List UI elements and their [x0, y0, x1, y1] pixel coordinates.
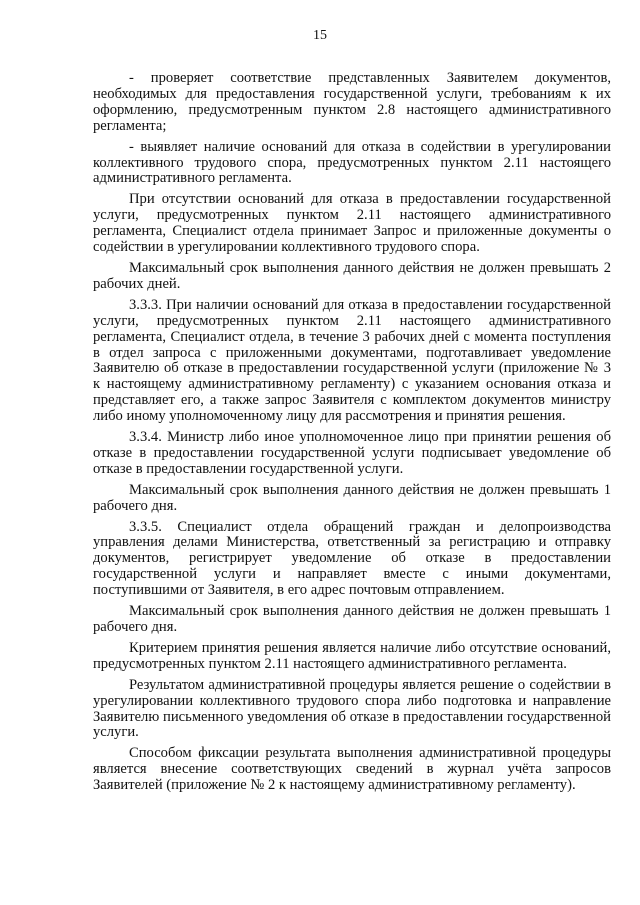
paragraph: 3.3.3. При наличии оснований для отказа в предоставлении государственной услуги, предусмотренных пунктом 2.11 настоящего административного регламента, Специалист отдела, в течение 3 рабочих дней с момента поступления в отдел запроса с приложенными документами, подготавливает уведомление Заявителю об отказе в предоставлении государственной услуги (приложение № 3 к настоящему административному регламенту) с указанием основания отказа и представляет его, а также запрос Заявителя с комплектом документов министру либо иному уполномоченному лицу для рассмотрения и принятия решения. — [93, 296, 611, 425]
paragraph: Максимальный срок выполнения данного действия не должен превышать 1 рабочего дня. — [93, 481, 611, 514]
paragraph: Максимальный срок выполнения данного действия не должен превышать 1 рабочего дня. — [93, 603, 611, 635]
paragraph: Способом фиксации результата выполнения административной процедуры является внесение соответствующих сведений в журнал учёта запросов Заявителей (приложение № 2 к настоящему административному регламенту). — [93, 745, 611, 794]
paragraph: При отсутствии оснований для отказа в предоставлении государственной услуги, предусмотренных пунктом 2.11 настоящего административного регламента, Специалист отдела принимает Запрос и приложенные документы о содействии в урегулировании коллективного трудового спора. — [93, 191, 611, 256]
paragraph: - проверяет соответствие представленных Заявителем документов, необходимых для предоставления государственной услуги, требованиям к их оформлению, предусмотренным пунктом 2.8 настоящего административного регламента; — [93, 70, 611, 134]
paragraph: - выявляет наличие оснований для отказа в содействии в урегулировании коллективного трудового спора, предусмотренных пунктом 2.11 настоящего административного регламента. — [93, 138, 611, 187]
paragraph: Результатом административной процедуры является решение о содействии в урегулировании коллективного трудового спора либо подготовка и направление Заявителю письменного уведомления об отказе в предоставлении государственной услуги. — [93, 676, 611, 741]
document-body — [93, 71, 611, 799]
paragraph: Критерием принятия решения является наличие либо отсутствие оснований, предусмотренных пунктом 2.11 настоящего административного регламента. — [93, 639, 611, 672]
paragraph: 3.3.4. Министр либо иное уполномоченное лицо при принятии решения об отказе в предоставлении государственной услуги подписывает уведомление об отказе в предоставлении государственной услуги. — [93, 429, 611, 477]
page-number: 15 — [313, 28, 327, 43]
paragraph: 3.3.5. Специалист отдела обращений граждан и делопроизводства управления делами Министерства, ответственный за регистрацию и отправку документов, регистрирует уведомление об отказе в предоставлении государственной услуги и направляет вместе с иными документами, поступившими от Заявителя, в его адрес почтовым отправлением. — [93, 518, 611, 599]
paragraph: Максимальный срок выполнения данного действия не должен превышать 2 рабочих дней. — [93, 259, 611, 292]
